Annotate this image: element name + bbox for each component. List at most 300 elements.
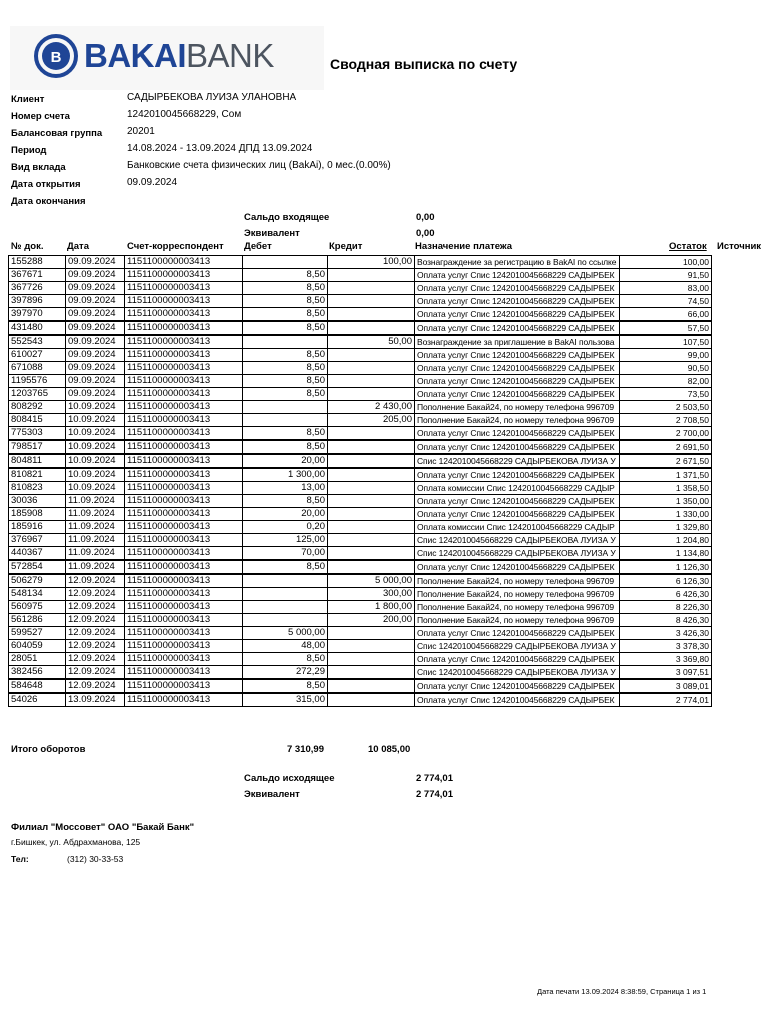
balance-cell: 1 371,50 [620, 468, 712, 482]
balance-cell: 74,50 [620, 295, 712, 308]
date-cell: 12.09.2024 [66, 679, 125, 693]
debit-cell: 8,50 [243, 440, 328, 454]
debit-cell: 0,20 [243, 521, 328, 534]
balance-cell: 3 089,01 [620, 679, 712, 693]
doc-number-cell: 808292 [9, 401, 66, 414]
credit-cell [328, 653, 415, 666]
date-cell: 12.09.2024 [66, 640, 125, 653]
balance-cell: 82,00 [620, 375, 712, 388]
doc-number-cell: 804811 [9, 454, 66, 468]
table-row [9, 627, 712, 640]
correspondent-cell: 1151100000003413 [125, 256, 243, 269]
purpose-cell: Спис 1242010045668229 САДЫРБЕКОВА ЛУИЗА У [415, 534, 620, 547]
opening-balance-label: Сальдо входящее [244, 212, 330, 223]
correspondent-cell: 1151100000003413 [125, 282, 243, 295]
correspondent-cell: 1151100000003413 [125, 388, 243, 401]
logo-part-bank: BANK [186, 37, 274, 74]
date-cell: 11.09.2024 [66, 521, 125, 534]
doc-number-cell: 671088 [9, 362, 66, 375]
debit-cell: 13,00 [243, 482, 328, 495]
debit-cell: 20,00 [243, 508, 328, 521]
doc-number-cell: 382456 [9, 666, 66, 680]
date-cell: 09.09.2024 [66, 375, 125, 388]
debit-cell [243, 401, 328, 414]
date-cell: 09.09.2024 [66, 308, 125, 322]
debit-cell [243, 335, 328, 349]
purpose-cell: Оплата услуг Спис 1242010045668229 САДЫРБЕК [415, 440, 620, 454]
balance-cell: 73,50 [620, 388, 712, 401]
table-row [9, 375, 712, 388]
table-row [9, 440, 712, 454]
balance-cell: 2 774,01 [620, 693, 712, 707]
date-cell: 13.09.2024 [66, 693, 125, 707]
doc-number-cell: 185916 [9, 521, 66, 534]
totals-credit: 10 085,00 [368, 744, 411, 755]
doc-number-cell: 810823 [9, 482, 66, 495]
correspondent-cell: 1151100000003413 [125, 640, 243, 653]
table-row [9, 601, 712, 614]
balance-cell: 1 330,00 [620, 508, 712, 521]
balance-cell: 66,00 [620, 308, 712, 322]
balance-cell: 91,50 [620, 269, 712, 282]
table-row [9, 282, 712, 295]
date-cell: 12.09.2024 [66, 588, 125, 601]
opening-equivalent-value: 0,00 [416, 228, 435, 239]
date-cell: 09.09.2024 [66, 362, 125, 375]
bank-logo-text [84, 36, 274, 76]
svg-text:B: B [50, 49, 62, 66]
debit-cell: 70,00 [243, 547, 328, 561]
date-cell: 09.09.2024 [66, 349, 125, 362]
closing-balance-label: Сальдо исходящее [244, 773, 335, 784]
credit-cell [328, 547, 415, 561]
correspondent-cell: 1151100000003413 [125, 547, 243, 561]
credit-cell: 5 000,00 [328, 574, 415, 588]
correspondent-cell: 1151100000003413 [125, 468, 243, 482]
debit-cell: 5 000,00 [243, 627, 328, 640]
correspondent-cell: 1151100000003413 [125, 627, 243, 640]
debit-cell [243, 414, 328, 427]
balance-cell: 8 226,30 [620, 601, 712, 614]
balance-cell: 2 503,50 [620, 401, 712, 414]
purpose-cell: Оплата услуг Спис 1242010045668229 САДЫРБЕК [415, 468, 620, 482]
credit-cell [328, 534, 415, 547]
purpose-cell: Вознаграждение за приглашение в BakAI пользова [415, 335, 620, 349]
debit-cell: 8,50 [243, 427, 328, 441]
credit-cell [328, 295, 415, 308]
debit-cell: 8,50 [243, 560, 328, 574]
date-cell: 10.09.2024 [66, 468, 125, 482]
balance-cell: 2 691,50 [620, 440, 712, 454]
debit-cell [243, 601, 328, 614]
table-row [9, 482, 712, 495]
credit-cell [328, 349, 415, 362]
purpose-cell: Пополнение Бакай24, по номеру телефона 996709 [415, 601, 620, 614]
date-cell: 10.09.2024 [66, 482, 125, 495]
balance-cell: 1 134,80 [620, 547, 712, 561]
credit-cell [328, 388, 415, 401]
correspondent-cell: 1151100000003413 [125, 508, 243, 521]
doc-number-cell: 599527 [9, 627, 66, 640]
credit-cell [328, 362, 415, 375]
credit-cell [328, 666, 415, 680]
branch-address: г.Бишкек, ул. Абдрахманова, 125 [11, 837, 141, 847]
credit-cell [328, 282, 415, 295]
credit-cell: 2 430,00 [328, 401, 415, 414]
credit-cell: 1 800,00 [328, 601, 415, 614]
correspondent-cell: 1151100000003413 [125, 362, 243, 375]
doc-number-cell: 431480 [9, 321, 66, 335]
doc-number-cell: 155288 [9, 256, 66, 269]
correspondent-cell: 1151100000003413 [125, 521, 243, 534]
balance-cell: 100,00 [620, 256, 712, 269]
debit-cell: 8,50 [243, 653, 328, 666]
header-credit: Кредит [329, 241, 363, 252]
doc-number-cell: 810821 [9, 468, 66, 482]
date-cell: 09.09.2024 [66, 256, 125, 269]
date-cell: 09.09.2024 [66, 321, 125, 335]
purpose-cell: Оплата услуг Спис 1242010045668229 САДЫРБЕК [415, 282, 620, 295]
date-cell: 09.09.2024 [66, 269, 125, 282]
bakai-logo-icon [34, 34, 78, 78]
debit-cell: 1 300,00 [243, 468, 328, 482]
header-purpose: Назначение платежа [415, 241, 513, 252]
info-label: Балансовая группа [11, 128, 103, 139]
purpose-cell: Оплата услуг Спис 1242010045668229 САДЫРБЕК [415, 349, 620, 362]
date-cell: 12.09.2024 [66, 601, 125, 614]
balance-cell: 107,50 [620, 335, 712, 349]
correspondent-cell: 1151100000003413 [125, 401, 243, 414]
purpose-cell: Оплата комиссии Спис 1242010045668229 САДЫР [415, 521, 620, 534]
table-row [9, 256, 712, 269]
correspondent-cell: 1151100000003413 [125, 653, 243, 666]
table-row [9, 679, 712, 693]
doc-number-cell: 604059 [9, 640, 66, 653]
purpose-cell: Оплата услуг Спис 1242010045668229 САДЫРБЕК [415, 679, 620, 693]
info-value: 20201 [127, 126, 155, 137]
purpose-cell: Оплата услуг Спис 1242010045668229 САДЫРБЕК [415, 375, 620, 388]
doc-number-cell: 1195576 [9, 375, 66, 388]
table-row [9, 574, 712, 588]
credit-cell [328, 627, 415, 640]
doc-number-cell: 54026 [9, 693, 66, 707]
purpose-cell: Оплата услуг Спис 1242010045668229 САДЫРБЕК [415, 308, 620, 322]
purpose-cell: Оплата услуг Спис 1242010045668229 САДЫРБЕК [415, 627, 620, 640]
debit-cell: 125,00 [243, 534, 328, 547]
doc-number-cell: 185908 [9, 508, 66, 521]
debit-cell: 315,00 [243, 693, 328, 707]
table-row [9, 614, 712, 627]
date-cell: 10.09.2024 [66, 414, 125, 427]
debit-cell: 8,50 [243, 388, 328, 401]
correspondent-cell: 1151100000003413 [125, 574, 243, 588]
balance-cell: 3 378,30 [620, 640, 712, 653]
table-row [9, 349, 712, 362]
doc-number-cell: 397970 [9, 308, 66, 322]
date-cell: 10.09.2024 [66, 401, 125, 414]
doc-number-cell: 30036 [9, 495, 66, 508]
purpose-cell: Оплата услуг Спис 1242010045668229 САДЫРБЕК [415, 508, 620, 521]
debit-cell [243, 588, 328, 601]
correspondent-cell: 1151100000003413 [125, 349, 243, 362]
table-row [9, 454, 712, 468]
header-date: Дата [67, 241, 89, 252]
debit-cell: 8,50 [243, 308, 328, 322]
table-row [9, 547, 712, 561]
doc-number-cell: 376967 [9, 534, 66, 547]
header-doc-number: № док. [11, 241, 44, 252]
correspondent-cell: 1151100000003413 [125, 482, 243, 495]
debit-cell: 8,50 [243, 495, 328, 508]
closing-equivalent-label: Эквивалент [244, 789, 300, 800]
correspondent-cell: 1151100000003413 [125, 414, 243, 427]
correspondent-cell: 1151100000003413 [125, 588, 243, 601]
table-row [9, 401, 712, 414]
correspondent-cell: 1151100000003413 [125, 495, 243, 508]
balance-cell: 1 204,80 [620, 534, 712, 547]
purpose-cell: Пополнение Бакай24, по номеру телефона 996709 [415, 614, 620, 627]
credit-cell [328, 521, 415, 534]
correspondent-cell: 1151100000003413 [125, 614, 243, 627]
credit-cell [328, 508, 415, 521]
debit-cell [243, 614, 328, 627]
purpose-cell: Оплата услуг Спис 1242010045668229 САДЫРБЕК [415, 427, 620, 441]
totals-label: Итого оборотов [11, 744, 86, 755]
correspondent-cell: 1151100000003413 [125, 693, 243, 707]
header-debit: Дебет [244, 241, 272, 252]
debit-cell: 20,00 [243, 454, 328, 468]
info-value: Банковские счета физических лиц (BakAi), 0 мес.(0.00%) [127, 160, 391, 171]
credit-cell [328, 308, 415, 322]
purpose-cell: Пополнение Бакай24, по номеру телефона 996709 [415, 414, 620, 427]
balance-cell: 2 700,00 [620, 427, 712, 441]
date-cell: 09.09.2024 [66, 282, 125, 295]
doc-number-cell: 548134 [9, 588, 66, 601]
table-row [9, 388, 712, 401]
date-cell: 09.09.2024 [66, 388, 125, 401]
purpose-cell: Спис 1242010045668229 САДЫРБЕКОВА ЛУИЗА У [415, 454, 620, 468]
date-cell: 12.09.2024 [66, 666, 125, 680]
credit-cell: 100,00 [328, 256, 415, 269]
balance-cell: 8 426,30 [620, 614, 712, 627]
table-row [9, 321, 712, 335]
doc-number-cell: 560975 [9, 601, 66, 614]
balance-cell: 3 097,51 [620, 666, 712, 680]
table-row [9, 362, 712, 375]
credit-cell [328, 468, 415, 482]
logo-part-bakai: BAKAI [84, 37, 186, 74]
header-balance: Остаток [669, 241, 707, 252]
purpose-cell: Оплата услуг Спис 1242010045668229 САДЫРБЕК [415, 362, 620, 375]
info-label: Дата открытия [11, 179, 81, 190]
correspondent-cell: 1151100000003413 [125, 321, 243, 335]
print-info: Дата печати 13.09.2024 8:38:59, Страница 1 из 1 [537, 987, 707, 996]
doc-number-cell: 440367 [9, 547, 66, 561]
balance-cell: 99,00 [620, 349, 712, 362]
doc-number-cell: 1203765 [9, 388, 66, 401]
correspondent-cell: 1151100000003413 [125, 295, 243, 308]
balance-cell: 6 426,30 [620, 588, 712, 601]
table-row [9, 295, 712, 308]
correspondent-cell: 1151100000003413 [125, 427, 243, 441]
debit-cell: 48,00 [243, 640, 328, 653]
debit-cell: 272,29 [243, 666, 328, 680]
doc-number-cell: 506279 [9, 574, 66, 588]
balance-cell: 3 369,80 [620, 653, 712, 666]
date-cell: 11.09.2024 [66, 495, 125, 508]
info-label: Период [11, 145, 47, 156]
balance-cell: 3 426,30 [620, 627, 712, 640]
date-cell: 12.09.2024 [66, 627, 125, 640]
info-label: Дата окончания [11, 196, 86, 207]
correspondent-cell: 1151100000003413 [125, 269, 243, 282]
purpose-cell: Оплата услуг Спис 1242010045668229 САДЫРБЕК [415, 295, 620, 308]
purpose-cell: Пополнение Бакай24, по номеру телефона 996709 [415, 588, 620, 601]
credit-cell [328, 321, 415, 335]
table-row [9, 640, 712, 653]
credit-cell [328, 375, 415, 388]
table-row [9, 414, 712, 427]
doc-number-cell: 561286 [9, 614, 66, 627]
purpose-cell: Оплата услуг Спис 1242010045668229 САДЫРБЕК [415, 321, 620, 335]
doc-number-cell: 552543 [9, 335, 66, 349]
transactions-table [8, 255, 712, 707]
date-cell: 09.09.2024 [66, 295, 125, 308]
table-row [9, 308, 712, 322]
correspondent-cell: 1151100000003413 [125, 440, 243, 454]
purpose-cell: Оплата услуг Спис 1242010045668229 САДЫРБЕК [415, 693, 620, 707]
credit-cell [328, 454, 415, 468]
correspondent-cell: 1151100000003413 [125, 534, 243, 547]
purpose-cell: Оплата услуг Спис 1242010045668229 САДЫРБЕК [415, 495, 620, 508]
branch-phone-label: Тел: [11, 854, 29, 864]
correspondent-cell: 1151100000003413 [125, 454, 243, 468]
purpose-cell: Пополнение Бакай24, по номеру телефона 996709 [415, 574, 620, 588]
credit-cell: 200,00 [328, 614, 415, 627]
date-cell: 10.09.2024 [66, 427, 125, 441]
doc-number-cell: 808415 [9, 414, 66, 427]
table-row [9, 521, 712, 534]
debit-cell: 8,50 [243, 362, 328, 375]
balance-cell: 6 126,30 [620, 574, 712, 588]
balance-cell: 1 358,50 [620, 482, 712, 495]
info-label: Клиент [11, 94, 45, 105]
doc-number-cell: 367726 [9, 282, 66, 295]
doc-number-cell: 28051 [9, 653, 66, 666]
debit-cell: 8,50 [243, 295, 328, 308]
purpose-cell: Оплата услуг Спис 1242010045668229 САДЫРБЕК [415, 653, 620, 666]
purpose-cell: Оплата услуг Спис 1242010045668229 САДЫРБЕК [415, 269, 620, 282]
credit-cell [328, 693, 415, 707]
credit-cell: 300,00 [328, 588, 415, 601]
correspondent-cell: 1151100000003413 [125, 666, 243, 680]
purpose-cell: Вознаграждение за регистрацию в BakAI по ссылке [415, 256, 620, 269]
credit-cell [328, 640, 415, 653]
totals-debit: 7 310,99 [287, 744, 324, 755]
opening-balance-value: 0,00 [416, 212, 435, 223]
date-cell: 12.09.2024 [66, 653, 125, 666]
credit-cell [328, 560, 415, 574]
header-source: Источник [717, 241, 762, 252]
credit-cell [328, 440, 415, 454]
table-row [9, 335, 712, 349]
balance-cell: 2 671,50 [620, 454, 712, 468]
purpose-cell: Оплата комиссии Спис 1242010045668229 САДЫР [415, 482, 620, 495]
correspondent-cell: 1151100000003413 [125, 375, 243, 388]
branch-phone: (312) 30-33-53 [67, 854, 124, 864]
credit-cell [328, 427, 415, 441]
info-value: 1242010045668229, Сом [127, 109, 242, 120]
balance-cell: 83,00 [620, 282, 712, 295]
header-correspondent: Счет-корреспондент [127, 241, 224, 252]
balance-cell: 1 126,30 [620, 560, 712, 574]
credit-cell: 50,00 [328, 335, 415, 349]
doc-number-cell: 775303 [9, 427, 66, 441]
balance-cell: 1 350,00 [620, 495, 712, 508]
table-row [9, 495, 712, 508]
date-cell: 11.09.2024 [66, 547, 125, 561]
info-label: Номер счета [11, 111, 70, 122]
table-row [9, 560, 712, 574]
doc-number-cell: 572854 [9, 560, 66, 574]
credit-cell [328, 269, 415, 282]
branch-name: Филиал "Моссовет" ОАО "Бакай Банк" [11, 822, 195, 833]
correspondent-cell: 1151100000003413 [125, 560, 243, 574]
table-row [9, 693, 712, 707]
purpose-cell: Пополнение Бакай24, по номеру телефона 996709 [415, 401, 620, 414]
purpose-cell: Спис 1242010045668229 САДЫРБЕКОВА ЛУИЗА У [415, 640, 620, 653]
debit-cell: 8,50 [243, 349, 328, 362]
date-cell: 11.09.2024 [66, 508, 125, 521]
debit-cell: 8,50 [243, 321, 328, 335]
debit-cell: 8,50 [243, 269, 328, 282]
table-row [9, 534, 712, 547]
credit-cell [328, 679, 415, 693]
purpose-cell: Оплата услуг Спис 1242010045668229 САДЫРБЕК [415, 388, 620, 401]
doc-number-cell: 397896 [9, 295, 66, 308]
balance-cell: 1 329,80 [620, 521, 712, 534]
document-title: Сводная выписка по счету [330, 56, 518, 72]
debit-cell: 8,50 [243, 282, 328, 295]
table-row [9, 653, 712, 666]
info-label: Вид вклада [11, 162, 66, 173]
credit-cell [328, 495, 415, 508]
closing-equivalent-value: 2 774,01 [416, 789, 453, 800]
doc-number-cell: 367671 [9, 269, 66, 282]
balance-cell: 90,50 [620, 362, 712, 375]
debit-cell [243, 256, 328, 269]
credit-cell [328, 482, 415, 495]
debit-cell [243, 574, 328, 588]
correspondent-cell: 1151100000003413 [125, 308, 243, 322]
credit-cell: 205,00 [328, 414, 415, 427]
info-value: САДЫРБЕКОВА ЛУИЗА УЛАНОВНА [127, 92, 297, 103]
table-row [9, 666, 712, 680]
doc-number-cell: 610027 [9, 349, 66, 362]
date-cell: 12.09.2024 [66, 574, 125, 588]
correspondent-cell: 1151100000003413 [125, 601, 243, 614]
closing-balance-value: 2 774,01 [416, 773, 453, 784]
correspondent-cell: 1151100000003413 [125, 335, 243, 349]
table-row [9, 588, 712, 601]
balance-cell: 57,50 [620, 321, 712, 335]
date-cell: 10.09.2024 [66, 454, 125, 468]
date-cell: 11.09.2024 [66, 534, 125, 547]
balance-cell: 2 708,50 [620, 414, 712, 427]
correspondent-cell: 1151100000003413 [125, 679, 243, 693]
purpose-cell: Спис 1242010045668229 САДЫРБЕКОВА ЛУИЗА У [415, 547, 620, 561]
table-row [9, 269, 712, 282]
